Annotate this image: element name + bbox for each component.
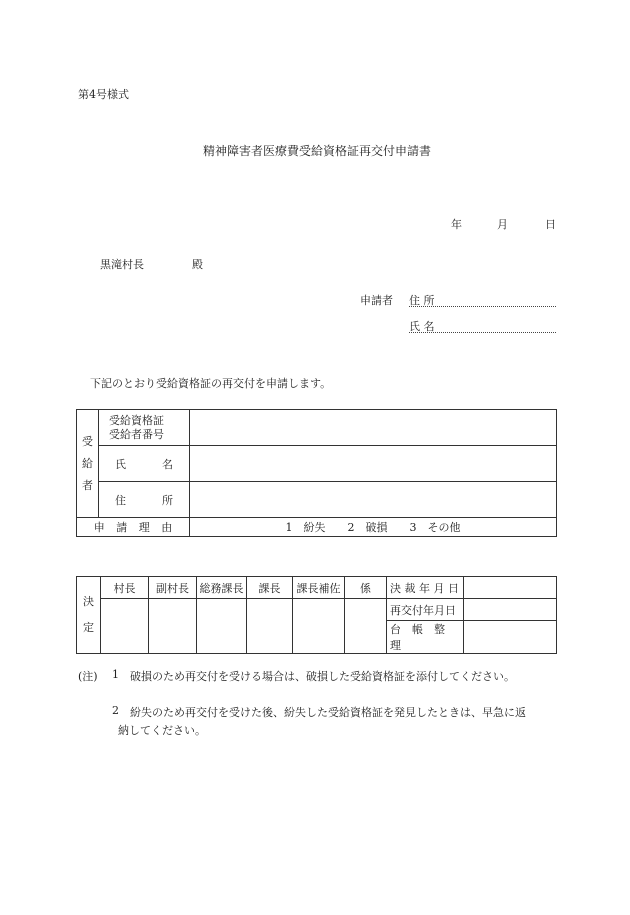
date-month: 月 [497, 218, 508, 231]
notes-prefix: (注) [78, 670, 98, 683]
page-title: 精神障害者医療費受給資格証再交付申請書 [203, 144, 432, 158]
recipient-name-label: 氏 名 [99, 446, 190, 482]
cert-number-field[interactable] [190, 410, 557, 446]
date-day: 日 [545, 218, 556, 231]
applicant-address-label: 住 所 [409, 294, 435, 307]
note-2-text-line1: 紛失のため再交付を受けた後、紛失した受給資格証を発見したときは、早急に返 [130, 706, 526, 719]
reason-options[interactable]: 1 紛失 2 破損 3 その他 [190, 518, 557, 537]
stamp-deputy-head[interactable] [149, 599, 197, 654]
header-assistant-chief: 課長補佐 [293, 577, 345, 599]
ledger-label: 台 帳 整 理 [387, 621, 464, 654]
stamp-assistant-chief[interactable] [293, 599, 345, 654]
stamp-section-chief[interactable] [247, 599, 293, 654]
reason-label: 申 請 理 由 [77, 518, 190, 537]
ledger-field[interactable] [464, 621, 557, 654]
note-1-text: 破損のため再交付を受ける場合は、破損した受給資格証を添付してください。 [130, 670, 515, 683]
reissue-date-label: 再交付年月日 [387, 599, 464, 621]
decision-side-label: 決 定 [77, 577, 101, 654]
header-general-affairs-chief: 総務課長 [197, 577, 247, 599]
applicant-name-label: 氏 名 [409, 320, 435, 333]
note-2-number: 2 [112, 704, 119, 717]
note-1-number: 1 [112, 668, 119, 681]
form-number: 第4号様式 [78, 88, 129, 101]
applicant-name-field[interactable] [409, 318, 556, 333]
addressee-name: 黒滝村長 [100, 258, 144, 271]
decision-table [76, 576, 557, 654]
applicant-address-field[interactable] [409, 292, 556, 307]
applicant-label: 申請者 [360, 294, 393, 307]
recipient-table [76, 409, 557, 537]
stamp-general-affairs-chief[interactable] [197, 599, 247, 654]
header-section-chief: 課長 [247, 577, 293, 599]
header-deputy-head: 副村長 [149, 577, 197, 599]
approval-date-field[interactable] [464, 577, 557, 599]
cert-number-label: 受給資格証 受給者番号 [99, 410, 190, 446]
header-village-head: 村長 [101, 577, 149, 599]
recipient-side-label: 受 給 者 [77, 410, 99, 518]
stamp-clerk[interactable] [345, 599, 387, 654]
header-clerk: 係 [345, 577, 387, 599]
addressee-honorific: 殿 [192, 258, 203, 271]
intro-text: 下記のとおり受給資格証の再交付を申請します。 [90, 377, 332, 390]
recipient-name-field[interactable] [190, 446, 557, 482]
date-year: 年 [451, 218, 462, 231]
reissue-date-field[interactable] [464, 599, 557, 621]
recipient-address-field[interactable] [190, 482, 557, 518]
approval-date-label: 決 裁 年 月 日 [387, 577, 464, 599]
stamp-village-head[interactable] [101, 599, 149, 654]
note-2-text-line2: 納してください。 [118, 724, 206, 737]
recipient-address-label: 住 所 [99, 482, 190, 518]
